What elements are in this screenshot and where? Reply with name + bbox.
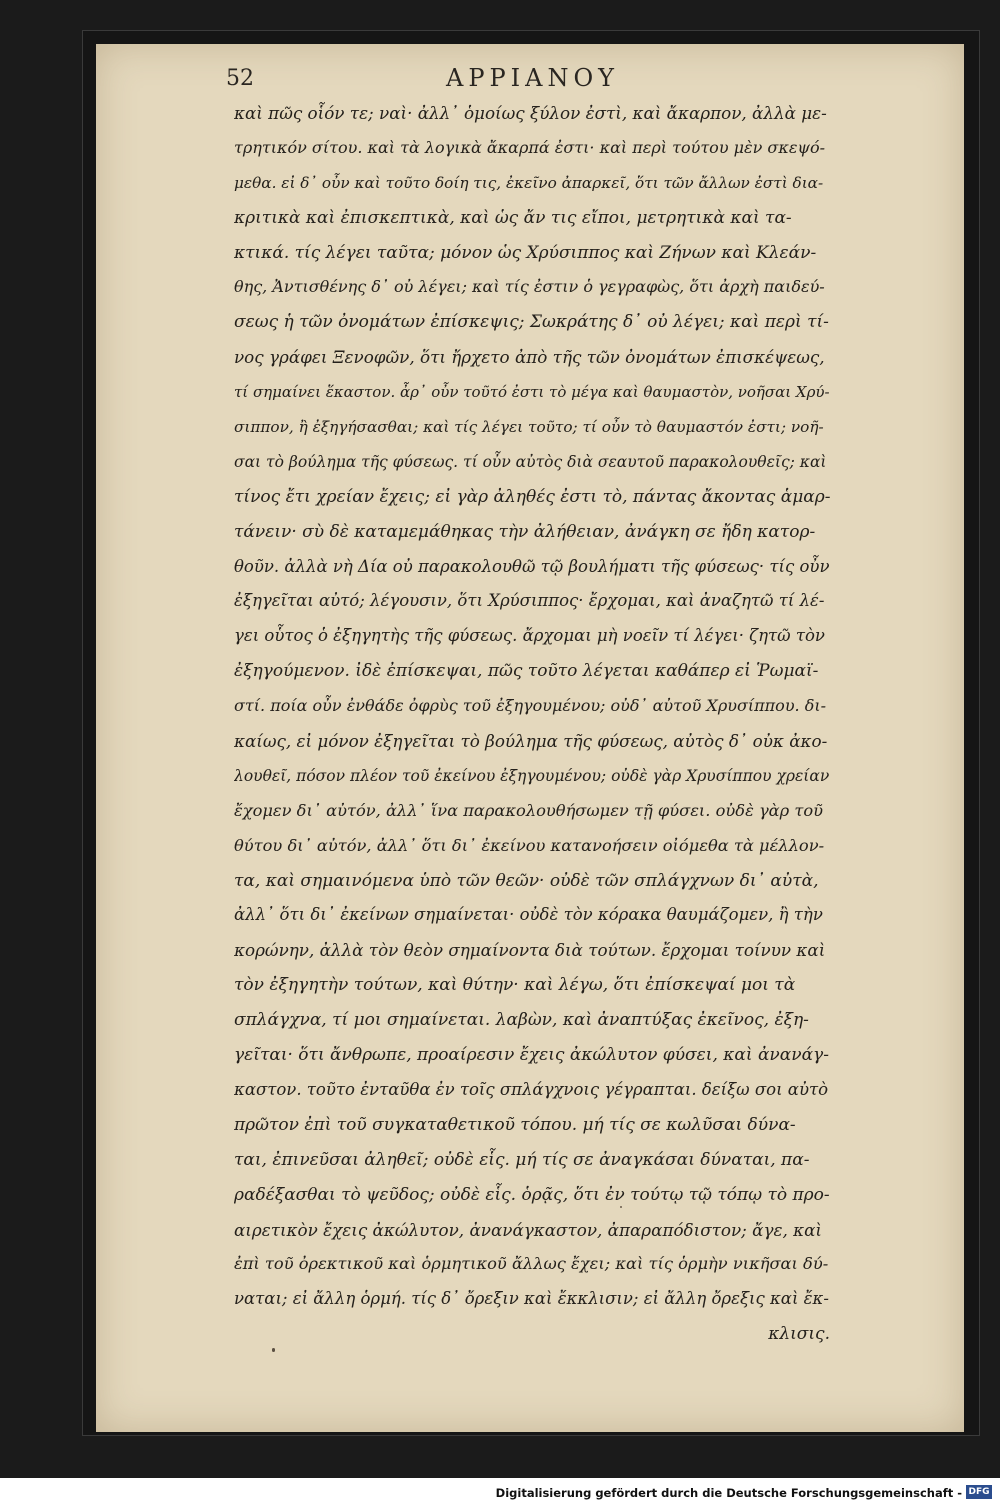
- text-line: τα, καὶ σημαινόμενα ὑπὸ τῶν θεῶν· οὐδὲ τῶν σπλάγχνων δι᾽ αὐτὰ,: [234, 870, 819, 891]
- text-line: νος γράφει Ξενοφῶν, ὅτι ἤρχετο ἀπὸ τῆς τῶν ὀνομάτων ἐπισκέψεως,: [234, 347, 825, 368]
- funding-credit: Digitalisierung gefördert durch die Deutsche Forschungsgemeinschaft -: [495, 1486, 962, 1500]
- text-line: θύτου δι᾽ αὐτόν, ἀλλ᾽ ὅτι δι᾽ ἐκείνου κατανοήσειν οἰόμεθα τὰ μέλλον-: [234, 835, 825, 855]
- text-line: κριτικὰ καὶ ἐπισκεπτικὰ, καὶ ὡς ἄν τις εἴποι, μετρητικὰ καὶ τα-: [234, 207, 792, 228]
- page-number: 52: [226, 66, 254, 91]
- text-line: γεῖται· ὅτι ἄνθρωπε, προαίρεσιν ἔχεις ἀκώλυτον φύσει, καὶ ἀνανάγ-: [234, 1045, 829, 1066]
- text-line: καστον. τοῦτο ἐνταῦθα ἐν τοῖς σπλάγχνοις γέγραπται. δείξω σοι αὐτὸ: [234, 1079, 829, 1099]
- text-line: καίως, εἰ μόνον ἐξηγεῖται τὸ βούλημα τῆς φύσεως, αὐτὸς δ᾽ οὐκ ἀκο-: [234, 731, 828, 752]
- text-line: σιππον, ἢ ἐξηγήσασθαι; καὶ τίς λέγει τοῦτο; τί οὖν τὸ θαυμαστόν ἐστι; νοῆ-: [234, 418, 824, 437]
- text-line: ἐπὶ τοῦ ὀρεκτικοῦ καὶ ὁρμητικοῦ ἄλλως ἔχει; καὶ τίς ὁρμὴν νικῆσαι δύ-: [234, 1254, 829, 1274]
- text-line: σαι τὸ βούλημα τῆς φύσεως. τί οὖν αὐτὸς διὰ σεαυτοῦ παρακολουθεῖς; καὶ: [234, 452, 827, 471]
- text-line: καὶ πῶς οἷόν τε; ναὶ· ἀλλ᾽ ὁμοίως ξύλον ἐστὶ, καὶ ἄκαρπον, ἀλλὰ με-: [234, 103, 827, 123]
- text-line: τάνειν· σὺ δὲ καταμεμάθηκας τὴν ἀλήθειαν, ἀνάγκη σε ἤδη κατορ-: [234, 521, 816, 542]
- text-line: ται, ἐπινεῦσαι ἀληθεῖ; οὐδὲ εἷς. μή τίς σε ἀναγκάσαι δύναται, πα-: [234, 1149, 810, 1170]
- text-line: θοῦν. ἀλλὰ νὴ Δία οὐ παρακολουθῶ τῷ βουλήματι τῆς φύσεως· τίς οὖν: [234, 556, 830, 576]
- text-line-final: κλισις.: [768, 1324, 830, 1345]
- text-line: πρῶτον ἐπὶ τοῦ συγκαταθετικοῦ τόπου. μή τίς σε κωλῦσαι δύνα-: [234, 1114, 796, 1135]
- text-line: ἐξηγούμενον. ἰδὲ ἐπίσκεψαι, πῶς τοῦτο λέγεται καθάπερ εἰ Ῥωμαϊ-: [234, 661, 819, 682]
- text-block: [234, 96, 830, 1352]
- text-line: ἔχομεν δι᾽ αὐτόν, ἀλλ᾽ ἵνα παρακολουθήσωμεν τῇ φύσει. οὐδὲ γὰρ τοῦ: [234, 800, 824, 820]
- text-line: κορώνην, ἀλλὰ τὸν θεὸν σημαίνοντα διὰ τούτων. ἔρχομαι τοίνυν καὶ: [234, 940, 826, 961]
- text-line: τρητικόν σίτου. καὶ τὰ λογικὰ ἄκαρπά ἐστι· καὶ περὶ τούτου μὲν σκεψό-: [234, 137, 826, 157]
- dfg-logo: DFG: [966, 1485, 992, 1499]
- text-line: τίνος ἔτι χρείαν ἔχεις; εἰ γὰρ ἀληθές ἐστι τὸ, πάντας ἄκοντας ἁμαρ-: [234, 486, 830, 507]
- funding-footer: [0, 1478, 1000, 1506]
- text-line: τὸν ἐξηγητὴν τούτων, καὶ θύτην· καὶ λέγω, ὅτι ἐπίσκεψαί μοι τὰ: [234, 975, 796, 996]
- text-line: σεως ἡ τῶν ὀνομάτων ἐπίσκεψις; Σωκράτης δ᾽ οὐ λέγει; καὶ περὶ τί-: [234, 312, 829, 333]
- text-line: τί σημαίνει ἕκαστον. ἆρ᾽ οὖν τοῦτό ἐστι τὸ μέγα καὶ θαυμαστὸν, νοῆσαι Χρύ-: [234, 383, 830, 402]
- text-line: γει οὗτος ὁ ἐξηγητὴς τῆς φύσεως. ἄρχομαι μὴ νοεῖν τί λέγει· ζητῶ τὸν: [234, 626, 825, 646]
- text-line: ἐξηγεῖται αὐτό; λέγουσιν, ὅτι Χρύσιππος· ἔρχομαι, καὶ ἀναζητῶ τί λέ-: [234, 591, 825, 611]
- paper-speck: [620, 1206, 622, 1208]
- text-line: θης, Ἀντισθένης δ᾽ οὐ λέγει; καὶ τίς ἐστιν ὁ γεγραφὼς, ὅτι ἀρχὴ παιδεύ-: [234, 277, 825, 297]
- text-line: μεθα. εἰ δ᾽ οὖν καὶ τοῦτο δοίη τις, ἐκεῖνο ἀπαρκεῖ, ὅτι τῶν ἄλλων ἐστὶ δια-: [234, 173, 824, 192]
- text-line: ἀλλ᾽ ὅτι δι᾽ ἐκείνων σημαίνεται· οὐδὲ τὸν κόρακα θαυμάζομεν, ἢ τὴν: [234, 905, 823, 925]
- text-line: ναται; εἰ ἄλλη ὁρμή. τίς δ᾽ ὄρεξιν καὶ ἔκκλισιν; εἰ ἄλλη ὄρεξις καὶ ἔκ-: [234, 1289, 829, 1309]
- paper-speck: [272, 1348, 275, 1352]
- text-line: στί. ποία οὖν ἐνθάδε ὀφρὺς τοῦ ἐξηγουμένου; οὐδ᾽ αὐτοῦ Χρυσίππου. δι-: [234, 696, 827, 716]
- running-head: ΑΡΡΙΑΝΟΥ: [446, 64, 619, 92]
- text-line: κτικά. τίς λέγει ταῦτα; μόνον ὡς Χρύσιππος καὶ Ζήνων καὶ Κλεάν-: [234, 242, 817, 263]
- text-line: ραδέξασθαι τὸ ψεῦδος; οὐδὲ εἷς. ὁρᾷς, ὅτι ἐν τούτῳ τῷ τόπῳ τὸ προ-: [234, 1184, 830, 1205]
- text-line: σπλάγχνα, τί μοι σημαίνεται. λαβὼν, καὶ ἀναπτύξας ἐκεῖνος, ἐξη-: [234, 1010, 809, 1031]
- text-line: λουθεῖ, πόσον πλέον τοῦ ἐκείνου ἐξηγουμένου; οὐδὲ γὰρ Χρυσίππου χρείαν: [234, 766, 830, 785]
- text-line: αιρετικὸν ἔχεις ἀκώλυτον, ἀνανάγκαστον, ἀπαραπόδιστον; ἄγε, καὶ: [234, 1219, 822, 1240]
